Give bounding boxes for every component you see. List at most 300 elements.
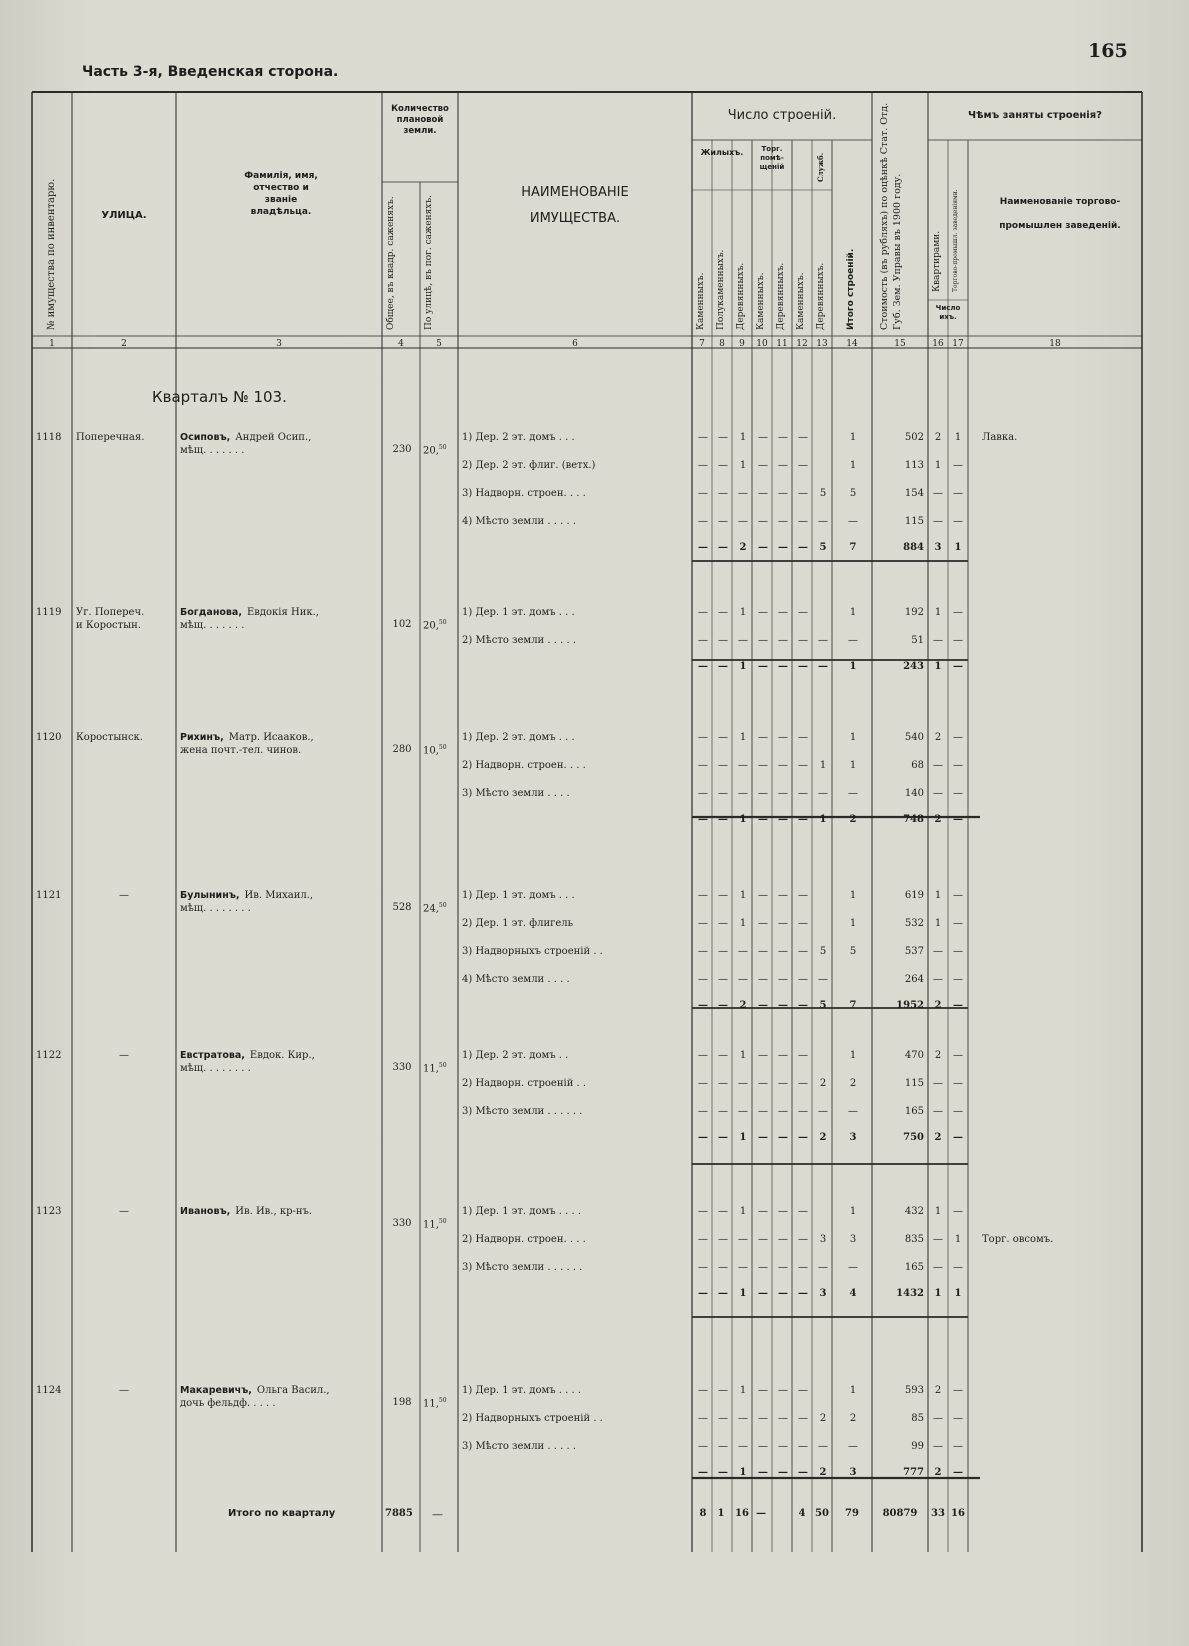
item-count-cell: — xyxy=(758,732,768,743)
item-count-cell: — xyxy=(818,1106,828,1117)
entry-number: 1118 xyxy=(36,432,62,443)
item-name: 4) Мѣсто земли . . . . xyxy=(462,974,570,985)
entry-owner xyxy=(180,1206,312,1217)
item-name: 1) Дер. 1 эт. домъ . . . xyxy=(462,890,575,901)
item-apartments: — xyxy=(933,635,943,646)
item-count-cell: — xyxy=(718,1106,728,1117)
item-count-cell: 1 xyxy=(739,890,747,901)
item-count-cell: 1 xyxy=(849,1050,857,1061)
total-apartments: 2 xyxy=(934,1000,942,1011)
col-number: 8 xyxy=(719,339,725,349)
item-name: 1) Дер. 2 эт. домъ . . . xyxy=(462,732,575,743)
item-count-cell: 1 xyxy=(739,918,747,929)
item-count-cell: — xyxy=(778,1262,788,1273)
total-count-cell: — xyxy=(718,814,728,825)
entry-owner-surname: Ивановъ, xyxy=(180,1206,231,1217)
total-count-cell: — xyxy=(718,1288,728,1299)
quarter-total-c8: 1 xyxy=(717,1508,725,1519)
item-count-cell: — xyxy=(698,918,708,929)
item-cost: 537 xyxy=(904,946,924,957)
item-count-cell: — xyxy=(798,788,808,799)
item-name: 2) Надворн. строен. . . . xyxy=(462,760,586,771)
entry-frontage-whole: 20, xyxy=(423,445,439,457)
col4-header: Общее, въ квадр. саженяхъ. xyxy=(386,196,396,330)
item-count-cell: — xyxy=(718,1262,728,1273)
item-count-cell: — xyxy=(718,974,728,985)
total-cost: 1952 xyxy=(896,1000,924,1011)
entry-frontage-whole: 11, xyxy=(423,1398,439,1410)
item-count-cell: — xyxy=(758,1413,768,1424)
item-cost: 51 xyxy=(911,635,924,646)
entry-owner-line2: мѣщ. . . . . . . xyxy=(180,445,245,456)
item-establishments: — xyxy=(953,946,963,957)
total-establishments: 1 xyxy=(954,1288,962,1299)
item-count-cell: — xyxy=(738,788,748,799)
item-count-cell: — xyxy=(738,760,748,771)
total-count-cell: 1 xyxy=(849,661,857,672)
total-count-cell: 3 xyxy=(849,1467,857,1478)
item-count-cell: — xyxy=(718,1234,728,1245)
quarter-total-c9: 16 xyxy=(735,1508,749,1519)
item-cost: 113 xyxy=(904,460,924,471)
item-count-cell: 1 xyxy=(849,1385,857,1396)
total-establishments: 1 xyxy=(954,542,962,553)
total-count-cell: — xyxy=(798,542,808,553)
total-count-cell: — xyxy=(698,542,708,553)
col45-header: Количество плановой земли. xyxy=(391,104,449,136)
total-cost: 884 xyxy=(903,542,924,553)
item-count-cell: — xyxy=(698,516,708,527)
item-count-cell: — xyxy=(758,1206,768,1217)
item-apartments: 1 xyxy=(934,607,942,618)
entry-owner xyxy=(180,890,313,901)
entry-area: 230 xyxy=(392,444,412,455)
item-count-cell: — xyxy=(698,946,708,957)
total-count-cell: — xyxy=(698,1288,708,1299)
item-count-cell: — xyxy=(798,1441,808,1452)
item-count-cell: — xyxy=(778,974,788,985)
item-count-cell: — xyxy=(698,432,708,443)
total-count-cell: — xyxy=(758,542,768,553)
item-count-cell: — xyxy=(798,1106,808,1117)
entry-street: — xyxy=(119,1206,129,1217)
entry-frontage-fraction: 50 xyxy=(438,744,447,751)
item-count-cell: — xyxy=(718,890,728,901)
quarter-total-c13: 50 xyxy=(815,1508,829,1519)
buildings-group-header: Число строеній. xyxy=(727,108,837,123)
item-cost: 264 xyxy=(904,974,924,985)
item-count-cell: — xyxy=(758,1385,768,1396)
item-count-cell: 1 xyxy=(739,607,747,618)
item-count-cell: — xyxy=(758,1262,768,1273)
item-count-cell: — xyxy=(718,1385,728,1396)
item-count-cell: — xyxy=(778,1413,788,1424)
total-establishments: — xyxy=(953,1000,963,1011)
item-establishments: 1 xyxy=(954,432,962,443)
item-name: 3) Надворн. строен. . . . xyxy=(462,488,586,499)
quarter-total-c16: 33 xyxy=(931,1508,945,1519)
entry-owner-line2: мѣщ. . . . . . . . xyxy=(180,903,251,914)
item-count-cell: — xyxy=(778,946,788,957)
entry-owner-surname: Рихинъ, xyxy=(180,732,224,743)
item-count-cell: — xyxy=(758,890,768,901)
item-name: 2) Надворн. строеній . . xyxy=(462,1078,587,1089)
total-count-cell: — xyxy=(698,1467,708,1478)
item-count-cell: — xyxy=(798,1385,808,1396)
entry-owner-line2: жена почт.-тел. чинов. xyxy=(180,745,302,756)
item-count-cell: — xyxy=(698,890,708,901)
entry-owner-line2: дочь фельдф. . . . . xyxy=(180,1398,276,1409)
entry-owner-name: Евдокія Ник., xyxy=(246,607,319,618)
item-apartments: — xyxy=(933,1441,943,1452)
item-count-cell: — xyxy=(698,1078,708,1089)
item-count-cell: 1 xyxy=(739,460,747,471)
total-count-cell: 1 xyxy=(739,1288,747,1299)
total-count-cell: — xyxy=(758,1132,768,1143)
entry-owner-name: Ольга Васил., xyxy=(256,1385,330,1396)
entry-owner-line2: мѣщ. . . . . . . . xyxy=(180,1063,251,1074)
total-count-cell: 1 xyxy=(739,1467,747,1478)
total-count-cell: 1 xyxy=(739,661,747,672)
item-count-cell: 5 xyxy=(819,946,827,957)
item-establishments: — xyxy=(953,788,963,799)
item-count-cell: — xyxy=(718,607,728,618)
item-cost: 502 xyxy=(904,432,924,443)
total-count-cell: — xyxy=(818,661,828,672)
total-count-cell: — xyxy=(778,661,788,672)
item-count-cell: — xyxy=(798,1234,808,1245)
entry-number: 1123 xyxy=(36,1206,62,1217)
quarter-total-label: Итого по кварталу xyxy=(228,1508,336,1519)
item-count-cell: 3 xyxy=(849,1234,857,1245)
item-name: 2) Мѣсто земли . . . . . xyxy=(462,635,576,646)
item-count-cell: — xyxy=(758,607,768,618)
item-count-cell: 1 xyxy=(849,460,857,471)
entry-number: 1122 xyxy=(36,1050,62,1061)
item-name: 1) Дер. 2 эт. домъ . . xyxy=(462,1050,569,1061)
item-count-cell: — xyxy=(698,1413,708,1424)
entry-owner-surname: Евстратова, xyxy=(180,1050,245,1061)
item-count-cell: 1 xyxy=(849,432,857,443)
col1-header: № имущества по инвентарю. xyxy=(46,178,57,330)
item-count-cell: — xyxy=(738,1078,748,1089)
col-number: 9 xyxy=(739,339,745,349)
item-count-cell: — xyxy=(738,1262,748,1273)
total-count-cell: — xyxy=(718,1132,728,1143)
item-establishments: — xyxy=(953,1206,963,1217)
item-cost: 432 xyxy=(904,1206,924,1217)
item-establishments: — xyxy=(953,974,963,985)
item-count-cell: — xyxy=(778,890,788,901)
total-count-cell: 7 xyxy=(849,542,857,553)
total-cost: 750 xyxy=(903,1132,924,1143)
quarter-total-c14: 79 xyxy=(845,1508,859,1519)
entry-frontage-fraction: 50 xyxy=(438,1218,447,1225)
quarter-total-cost: 80879 xyxy=(882,1508,918,1519)
total-cost: 777 xyxy=(903,1467,924,1478)
col-number: 18 xyxy=(1049,339,1061,349)
item-count-cell: — xyxy=(718,1078,728,1089)
entry-frontage-whole: 20, xyxy=(423,620,439,632)
c15-header-1: Стоимость (въ рубляхъ) по оцѣнкѣ Стат. Отд. Губ. Зем. Управы въ 1900 году. xyxy=(879,102,903,330)
c18-header: Наименованіе торгово-промышлен заведеній. xyxy=(999,197,1121,231)
item-count-cell: — xyxy=(848,516,858,527)
item-count-cell: — xyxy=(718,432,728,443)
item-apartments: 1 xyxy=(934,918,942,929)
item-count-cell: — xyxy=(818,788,828,799)
item-apartments: — xyxy=(933,1262,943,1273)
total-count-cell: — xyxy=(798,814,808,825)
total-count-cell: — xyxy=(758,661,768,672)
c9-header: Деревянныхъ. xyxy=(736,262,746,330)
page-number: 165 xyxy=(1088,40,1128,62)
item-count-cell: — xyxy=(698,1234,708,1245)
entry-area: 528 xyxy=(392,902,412,913)
col-number: 5 xyxy=(436,339,442,349)
total-count-cell: 5 xyxy=(819,1000,827,1011)
total-count-cell: 4 xyxy=(849,1288,857,1299)
item-cost: 115 xyxy=(904,516,924,527)
item-name: 1) Дер. 1 эт. домъ . . . xyxy=(462,607,575,618)
total-apartments: 1 xyxy=(934,1288,942,1299)
item-count-cell: 1 xyxy=(849,890,857,901)
c13-header: Деревянныхъ. xyxy=(816,262,826,330)
item-apartments: — xyxy=(933,1234,943,1245)
total-count-cell: — xyxy=(798,1467,808,1478)
item-apartments: 2 xyxy=(934,1385,942,1396)
entry-owner-name: Ив. Михаил., xyxy=(244,890,314,901)
quarter-total-c7: 8 xyxy=(699,1508,707,1519)
entry-area: 102 xyxy=(392,619,412,630)
total-count-cell: — xyxy=(798,661,808,672)
item-count-cell: — xyxy=(758,1106,768,1117)
entry-owner-surname: Булынинъ, xyxy=(180,890,240,901)
entry-area: 330 xyxy=(392,1218,412,1229)
item-establishments: — xyxy=(953,1078,963,1089)
entry-frontage-fraction: 50 xyxy=(438,444,447,451)
c10-header: Каменныхъ. xyxy=(756,272,766,330)
entry-owner-name: Андрей Осип., xyxy=(235,432,312,443)
item-name: 2) Надворн. строен. . . . xyxy=(462,1234,586,1245)
item-count-cell: — xyxy=(718,946,728,957)
entry-frontage xyxy=(423,1062,447,1074)
col-number: 14 xyxy=(846,339,858,349)
item-cost: 470 xyxy=(904,1050,924,1061)
item-apartments: — xyxy=(933,1078,943,1089)
item-count-cell: 1 xyxy=(739,1050,747,1061)
item-establishments: — xyxy=(953,1441,963,1452)
total-count-cell: — xyxy=(778,1288,788,1299)
item-count-cell: — xyxy=(798,1050,808,1061)
entry-street: — xyxy=(119,890,129,901)
item-establishments: — xyxy=(953,1385,963,1396)
item-count-cell: — xyxy=(818,1441,828,1452)
total-count-cell: — xyxy=(718,542,728,553)
item-count-cell: 1 xyxy=(739,732,747,743)
col-number: 13 xyxy=(816,339,828,349)
item-count-cell: — xyxy=(758,460,768,471)
item-establishment-name: Лавка. xyxy=(982,432,1018,443)
entry-street: Поперечная. xyxy=(76,432,145,443)
item-count-cell: — xyxy=(848,1441,858,1452)
entry-frontage-whole: 24, xyxy=(423,903,439,915)
item-count-cell: — xyxy=(718,1050,728,1061)
col-number: 3 xyxy=(276,339,282,349)
item-count-cell: — xyxy=(798,460,808,471)
item-count-cell: — xyxy=(738,1106,748,1117)
item-count-cell: — xyxy=(698,635,708,646)
item-count-cell: — xyxy=(758,946,768,957)
item-count-cell: — xyxy=(778,1234,788,1245)
entry-number: 1119 xyxy=(36,607,62,618)
entry-owner xyxy=(180,432,311,443)
entry-owner-name: Матр. Исааков., xyxy=(228,732,314,743)
item-count-cell: — xyxy=(798,732,808,743)
item-count-cell: 2 xyxy=(849,1078,857,1089)
entry-frontage xyxy=(423,1397,447,1409)
item-cost: 154 xyxy=(904,488,924,499)
item-count-cell: — xyxy=(798,1413,808,1424)
entry-owner xyxy=(180,1385,330,1396)
service-header: Служб. xyxy=(816,152,825,182)
item-establishments: — xyxy=(953,732,963,743)
item-count-cell: — xyxy=(718,1441,728,1452)
entry-frontage-fraction: 50 xyxy=(438,902,447,909)
total-apartments: 3 xyxy=(934,542,942,553)
item-establishment-name: Торг. овсомъ. xyxy=(982,1234,1054,1245)
entry-street-line2: и Коростын. xyxy=(76,620,141,631)
item-cost: 140 xyxy=(904,788,924,799)
item-count-cell: — xyxy=(798,890,808,901)
item-count-cell: — xyxy=(798,974,808,985)
item-count-cell: 1 xyxy=(849,1206,857,1217)
item-count-cell: 2 xyxy=(849,1413,857,1424)
total-count-cell: — xyxy=(698,1000,708,1011)
entry-frontage-fraction: 50 xyxy=(438,1397,447,1404)
item-name: 3) Мѣсто земли . . . . . . xyxy=(462,1106,583,1117)
item-count-cell: 1 xyxy=(849,760,857,771)
item-count-cell: — xyxy=(718,1413,728,1424)
item-count-cell: — xyxy=(778,432,788,443)
item-count-cell: — xyxy=(758,432,768,443)
total-count-cell: — xyxy=(758,1467,768,1478)
item-cost: 619 xyxy=(904,890,924,901)
item-count-cell: 5 xyxy=(819,488,827,499)
total-count-cell: — xyxy=(778,814,788,825)
total-count-cell: — xyxy=(698,1132,708,1143)
item-count-cell: — xyxy=(738,1441,748,1452)
item-count-cell: 5 xyxy=(849,946,857,957)
quarter-total-c12: 4 xyxy=(798,1508,806,1519)
item-count-cell: — xyxy=(698,760,708,771)
item-count-cell: — xyxy=(778,1441,788,1452)
item-cost: 192 xyxy=(904,607,924,618)
col-number: 15 xyxy=(894,339,906,349)
item-apartments: — xyxy=(933,1413,943,1424)
item-count-cell: — xyxy=(778,1106,788,1117)
item-establishments: — xyxy=(953,1050,963,1061)
item-count-cell: — xyxy=(718,460,728,471)
col-number: 16 xyxy=(932,339,944,349)
col-number: 1 xyxy=(49,339,55,349)
item-count-cell: 2 xyxy=(819,1413,827,1424)
item-count-cell: — xyxy=(778,460,788,471)
item-count-cell: 1 xyxy=(849,607,857,618)
entry-frontage xyxy=(423,1218,447,1230)
item-count-cell: — xyxy=(738,488,748,499)
item-count-cell: — xyxy=(698,1106,708,1117)
item-count-cell: — xyxy=(848,1262,858,1273)
item-count-cell: — xyxy=(778,1050,788,1061)
item-count-cell: — xyxy=(698,732,708,743)
item-count-cell: — xyxy=(698,788,708,799)
item-count-cell: 1 xyxy=(739,1385,747,1396)
item-cost: 85 xyxy=(911,1413,924,1424)
item-count-cell: — xyxy=(778,732,788,743)
item-apartments: 2 xyxy=(934,1050,942,1061)
total-count-cell: — xyxy=(778,1132,788,1143)
item-count-cell: 1 xyxy=(849,918,857,929)
item-count-cell: — xyxy=(738,1413,748,1424)
item-establishments: — xyxy=(953,607,963,618)
item-count-cell: — xyxy=(758,788,768,799)
total-count-cell: 2 xyxy=(819,1132,827,1143)
item-cost: 532 xyxy=(904,918,924,929)
item-cost: 835 xyxy=(904,1234,924,1245)
item-count-cell: — xyxy=(758,974,768,985)
item-count-cell: — xyxy=(798,760,808,771)
item-count-cell: 2 xyxy=(819,1078,827,1089)
total-count-cell: — xyxy=(798,1288,808,1299)
item-count-cell: — xyxy=(698,488,708,499)
item-count-cell: — xyxy=(758,1234,768,1245)
entry-owner-surname: Макаревичъ, xyxy=(180,1385,252,1396)
item-count-cell: — xyxy=(698,1441,708,1452)
total-count-cell: 7 xyxy=(849,1000,857,1011)
total-count-cell: 2 xyxy=(819,1467,827,1478)
item-cost: 115 xyxy=(904,1078,924,1089)
col-number: 2 xyxy=(121,339,127,349)
item-count-cell: 3 xyxy=(819,1234,827,1245)
total-count-cell: — xyxy=(698,661,708,672)
item-apartments: 1 xyxy=(934,1206,942,1217)
total-count-cell: 1 xyxy=(739,1132,747,1143)
entry-owner-line2: мѣщ. . . . . . . xyxy=(180,620,245,631)
entry-owner-surname: Осиповъ, xyxy=(180,432,231,443)
item-count-cell: — xyxy=(778,488,788,499)
entry-frontage-fraction: 50 xyxy=(438,619,447,626)
total-cost: 748 xyxy=(903,814,924,825)
entry-area: 198 xyxy=(392,1397,412,1408)
entry-frontage xyxy=(423,744,447,756)
total-count-cell: — xyxy=(698,814,708,825)
total-count-cell: 2 xyxy=(739,1000,747,1011)
c7-header: Каменныхъ. xyxy=(696,272,706,330)
item-name: 3) Мѣсто земли . . . . . . xyxy=(462,1262,583,1273)
item-count-cell: — xyxy=(738,635,748,646)
quarter-total-area: 7885 xyxy=(385,1508,413,1519)
entry-owner xyxy=(180,607,319,618)
item-count-cell: 1 xyxy=(849,732,857,743)
item-establishments: — xyxy=(953,760,963,771)
item-cost: 68 xyxy=(911,760,924,771)
item-count-cell: — xyxy=(738,516,748,527)
item-establishments: — xyxy=(953,918,963,929)
item-count-cell: — xyxy=(778,516,788,527)
item-count-cell: — xyxy=(698,460,708,471)
total-count-cell: — xyxy=(718,1000,728,1011)
item-count-cell: — xyxy=(778,1078,788,1089)
